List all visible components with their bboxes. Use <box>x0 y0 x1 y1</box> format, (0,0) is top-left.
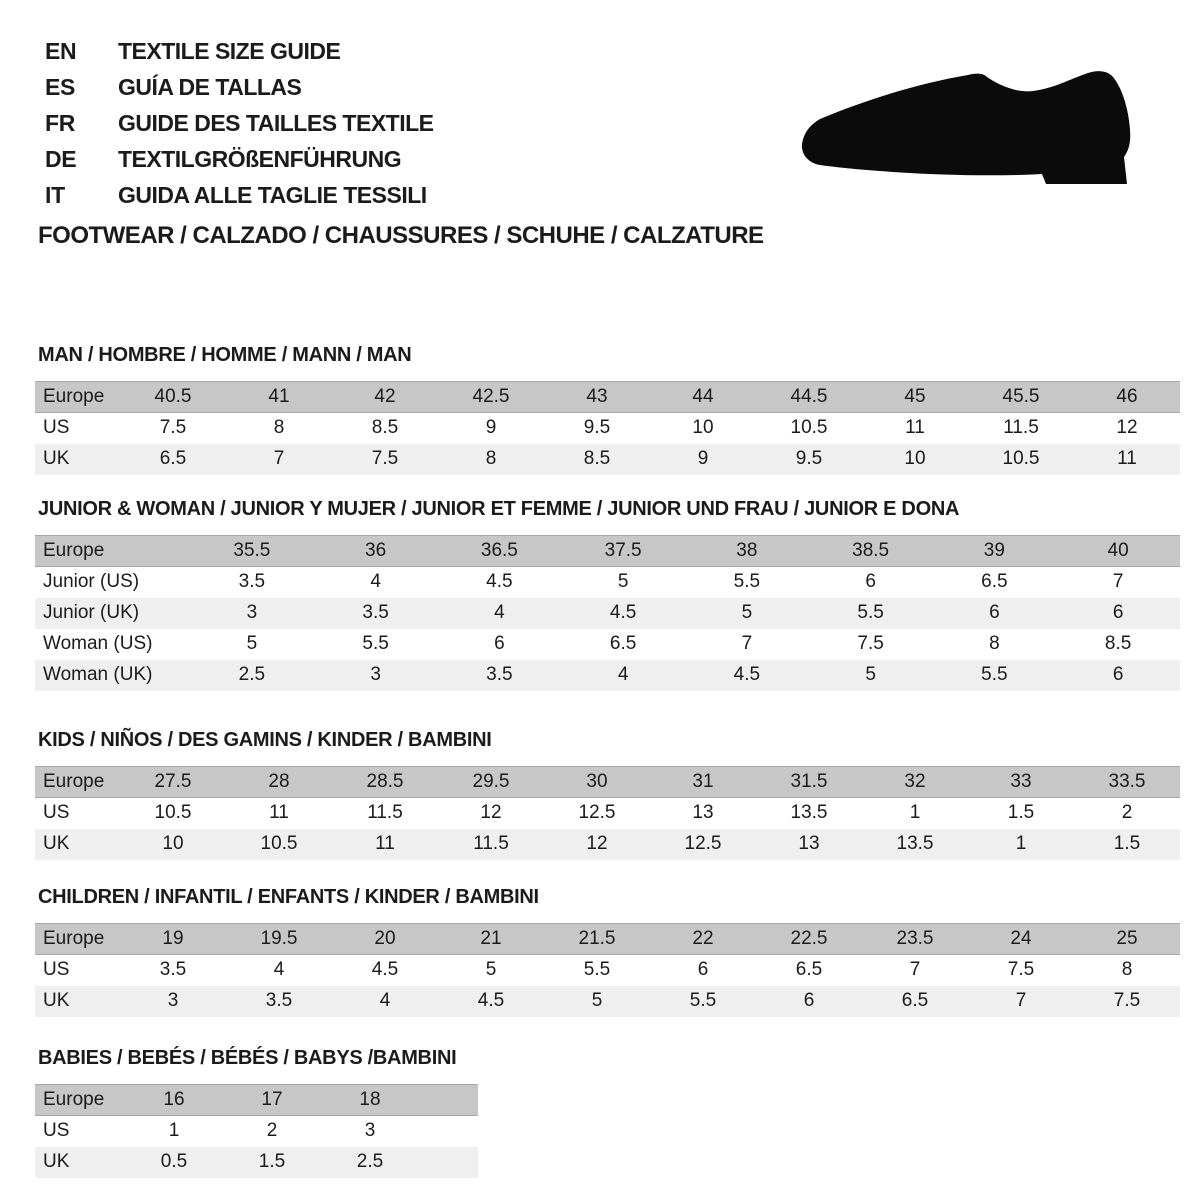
size-cell: 19 <box>162 928 184 949</box>
size-table-row <box>35 1147 478 1178</box>
size-cell: 6.5 <box>609 633 637 654</box>
table-title-kids: KIDS / NIÑOS / DES GAMINS / KINDER / BAMBINI <box>38 729 492 751</box>
row-label: Woman (UK) <box>43 664 153 685</box>
size-cell: 3 <box>167 990 179 1011</box>
size-cell: 20 <box>374 928 396 949</box>
filler-cell <box>419 1147 478 1178</box>
size-cell: 9 <box>697 448 709 469</box>
size-cell: 9.5 <box>795 448 823 469</box>
language-row-en <box>45 33 434 69</box>
size-table-row <box>35 660 1180 691</box>
size-cell: 41 <box>268 386 290 407</box>
size-cell: 2.5 <box>238 664 266 685</box>
size-cell: 7.5 <box>159 417 187 439</box>
size-cell: 6 <box>1112 602 1124 623</box>
size-cell: 6.5 <box>901 990 929 1011</box>
size-cell: 24 <box>1010 928 1032 949</box>
size-cell: 7 <box>741 633 753 654</box>
size-cell: 4.5 <box>733 664 761 685</box>
row-label: Europe <box>43 540 105 561</box>
size-table-header-row <box>35 536 1180 567</box>
size-cell: 8.5 <box>1104 633 1132 654</box>
size-cell: 7.5 <box>857 633 884 654</box>
size-cell: 13 <box>798 833 820 854</box>
size-cell: 35.5 <box>233 540 271 561</box>
size-cell: 4 <box>370 571 381 593</box>
size-cell: 1 <box>1015 833 1027 854</box>
size-cell: 13.5 <box>790 802 828 824</box>
size-cell: 33 <box>1010 771 1032 792</box>
size-cell: 7 <box>1015 990 1027 1011</box>
size-cell: 5.5 <box>733 571 761 593</box>
size-cell: 11 <box>269 802 289 824</box>
size-cell: 7.5 <box>371 448 399 469</box>
language-code: ES <box>45 73 76 100</box>
size-cell: 6 <box>697 959 709 981</box>
size-table-row <box>35 629 1180 660</box>
size-cell: 7 <box>273 448 285 469</box>
size-cell: 3.5 <box>238 571 266 593</box>
size-cell: 6 <box>865 571 876 593</box>
row-label: Europe <box>43 1089 105 1110</box>
size-cell: 5 <box>485 959 497 981</box>
size-cell: 44.5 <box>790 386 828 407</box>
size-table-row <box>35 1116 478 1147</box>
size-table-header-row <box>35 924 1180 955</box>
size-cell: 11.5 <box>473 833 509 854</box>
row-label: Europe <box>43 386 105 407</box>
size-cell: 7 <box>1112 571 1124 593</box>
size-cell: 22 <box>692 928 714 949</box>
size-cell: 22.5 <box>790 928 828 949</box>
size-cell: 10 <box>904 448 926 469</box>
language-title: TEXTILE SIZE GUIDE <box>118 37 341 64</box>
size-cell: 27.5 <box>154 771 192 792</box>
size-cell: 21.5 <box>578 928 616 949</box>
table-title-junior-woman: JUNIOR & WOMAN / JUNIOR Y MUJER / JUNIOR ET FEMME / JUNIOR UND FRAU / JUNIOR E DONA <box>38 498 960 520</box>
size-cell: 4 <box>494 602 505 623</box>
size-table-row <box>35 829 1180 860</box>
size-cell: 42.5 <box>472 386 510 407</box>
row-label: Europe <box>43 928 105 949</box>
size-cell: 38.5 <box>852 540 890 561</box>
size-cell: 4.5 <box>371 959 399 981</box>
size-cell: 1 <box>168 1120 180 1142</box>
size-cell: 31.5 <box>790 771 828 792</box>
size-cell: 28 <box>268 771 290 792</box>
size-cell: 8 <box>273 417 285 439</box>
size-table-section-babies <box>35 1046 478 1178</box>
row-label: US <box>43 1120 70 1142</box>
size-cell: 11.5 <box>1003 417 1039 439</box>
size-cell: 6.5 <box>981 571 1008 593</box>
size-cell: 1.5 <box>1113 833 1141 854</box>
size-cell: 5 <box>246 633 258 654</box>
size-cell: 1.5 <box>258 1151 286 1172</box>
size-cell: 6 <box>989 602 1000 623</box>
language-title: TEXTILGRÖßENFÜHRUNG <box>118 145 402 172</box>
size-table-header-row <box>35 382 1180 413</box>
size-cell: 11.5 <box>367 802 403 824</box>
size-cell: 28.5 <box>366 771 404 792</box>
language-row-es <box>45 69 434 105</box>
size-table-children <box>35 923 1180 1017</box>
size-table-section-man <box>35 343 1180 475</box>
row-label: UK <box>43 990 70 1011</box>
size-table-row <box>35 413 1180 444</box>
size-cell: 11 <box>1117 448 1137 469</box>
size-table-section-junior-woman <box>35 497 1180 691</box>
size-cell: 5.5 <box>689 990 717 1011</box>
size-cell: 10.5 <box>154 802 192 824</box>
size-table-row <box>35 955 1180 986</box>
language-code: FR <box>45 109 76 136</box>
size-cell: 7.5 <box>1007 959 1035 981</box>
size-cell: 7 <box>909 959 921 981</box>
size-cell: 10.5 <box>260 833 298 854</box>
row-label: US <box>43 417 70 439</box>
size-cell: 12.5 <box>684 833 722 854</box>
size-cell: 18 <box>359 1089 381 1110</box>
size-cell: 45.5 <box>1002 386 1040 407</box>
size-cell: 6 <box>1112 664 1124 685</box>
size-table-row <box>35 798 1180 829</box>
size-cell: 33.5 <box>1108 771 1146 792</box>
language-list <box>45 33 434 213</box>
size-table-man <box>35 381 1180 475</box>
row-label: Europe <box>43 771 105 792</box>
table-title-babies: BABIES / BEBÉS / BÉBÉS / BABYS /BAMBINI <box>38 1047 457 1069</box>
size-cell: 32 <box>904 771 926 792</box>
row-label: UK <box>43 833 70 854</box>
size-cell: 4.5 <box>486 571 513 593</box>
size-cell: 46 <box>1116 386 1138 407</box>
size-cell: 2 <box>266 1120 278 1142</box>
size-cell: 5 <box>741 602 753 623</box>
size-cell: 12.5 <box>578 802 616 824</box>
size-cell: 10.5 <box>1002 448 1040 469</box>
size-cell: 40 <box>1107 540 1129 561</box>
size-table-junior-woman <box>35 535 1180 691</box>
size-cell: 9.5 <box>583 417 611 439</box>
table-title-man: MAN / HOMBRE / HOMME / MANN / MAN <box>38 344 412 366</box>
size-cell: 0.5 <box>160 1151 188 1172</box>
size-cell: 13 <box>692 802 714 824</box>
size-cell: 29.5 <box>472 771 510 792</box>
language-code: EN <box>45 37 77 64</box>
size-table-header-row <box>35 767 1180 798</box>
size-cell: 8.5 <box>371 417 399 439</box>
size-cell: 6 <box>494 633 505 654</box>
size-table-kids <box>35 766 1180 860</box>
size-cell: 7.5 <box>1113 990 1141 1011</box>
size-cell: 39 <box>983 540 1005 561</box>
size-cell: 45 <box>904 386 926 407</box>
size-cell: 3.5 <box>486 664 513 685</box>
size-cell: 1 <box>909 802 921 824</box>
size-cell: 16 <box>163 1089 185 1110</box>
size-cell: 4.5 <box>477 990 505 1011</box>
size-cell: 5.5 <box>362 633 389 654</box>
size-table-row <box>35 444 1180 475</box>
size-cell: 30 <box>586 771 608 792</box>
language-title: GUÍA DE TALLAS <box>118 73 302 100</box>
size-cell: 36 <box>365 540 387 561</box>
size-cell: 3 <box>364 1120 376 1142</box>
size-cell: 40.5 <box>154 386 192 407</box>
size-cell: 5 <box>865 664 876 685</box>
size-table-header-row <box>35 1085 478 1116</box>
size-cell: 5.5 <box>857 602 884 623</box>
size-cell: 5 <box>591 990 603 1011</box>
size-table-row <box>35 598 1180 629</box>
size-cell: 11 <box>375 833 395 854</box>
size-cell: 21 <box>480 928 502 949</box>
size-table-section-children <box>35 885 1180 1017</box>
size-cell: 6.5 <box>795 959 823 981</box>
size-cell: 38 <box>736 540 758 561</box>
size-cell: 10 <box>692 417 714 439</box>
row-label: Woman (US) <box>43 633 153 654</box>
size-cell: 6.5 <box>159 448 187 469</box>
language-code: DE <box>45 145 77 172</box>
language-row-it <box>45 177 434 213</box>
size-cell: 9 <box>485 417 497 439</box>
dress-shoe-icon <box>800 70 1132 186</box>
size-cell: 5.5 <box>981 664 1008 685</box>
language-title: GUIDA ALLE TAGLIE TESSILI <box>118 181 427 208</box>
row-label: US <box>43 959 70 981</box>
language-row-fr <box>45 105 434 141</box>
size-cell: 10.5 <box>790 417 828 439</box>
size-table-babies <box>35 1084 478 1178</box>
size-cell: 10 <box>162 833 184 854</box>
filler-cell <box>419 1085 478 1116</box>
row-label: UK <box>43 448 70 469</box>
size-cell: 8.5 <box>583 448 611 469</box>
size-cell: 2.5 <box>356 1151 384 1172</box>
size-cell: 19.5 <box>260 928 298 949</box>
size-cell: 12 <box>586 833 608 854</box>
size-cell: 5 <box>617 571 629 593</box>
size-cell: 13.5 <box>896 833 934 854</box>
size-table-row <box>35 567 1180 598</box>
size-cell: 37.5 <box>604 540 642 561</box>
size-cell: 25 <box>1116 928 1138 949</box>
size-cell: 3.5 <box>362 602 389 623</box>
size-cell: 4 <box>617 664 629 685</box>
size-cell: 17 <box>261 1089 283 1110</box>
size-cell: 4 <box>379 990 391 1011</box>
category-heading: FOOTWEAR / CALZADO / CHAUSSURES / SCHUHE / CALZATURE <box>38 222 764 249</box>
size-cell: 8 <box>485 448 497 469</box>
size-cell: 12 <box>1116 417 1138 439</box>
language-row-de <box>45 141 434 177</box>
size-cell: 2 <box>1121 802 1133 824</box>
language-code: IT <box>45 181 65 208</box>
row-label: Junior (US) <box>43 571 140 593</box>
size-cell: 42 <box>374 386 396 407</box>
size-cell: 3 <box>370 664 381 685</box>
row-label: US <box>43 802 70 824</box>
size-cell: 11 <box>905 417 925 439</box>
size-cell: 23.5 <box>896 928 934 949</box>
size-cell: 6 <box>803 990 815 1011</box>
size-cell: 3 <box>246 602 258 623</box>
size-cell: 5.5 <box>583 959 611 981</box>
language-title: GUIDE DES TAILLES TEXTILE <box>118 109 434 136</box>
size-cell: 44 <box>692 386 714 407</box>
size-cell: 43 <box>586 386 608 407</box>
size-cell: 8 <box>989 633 1000 654</box>
row-label: UK <box>43 1151 70 1172</box>
size-table-section-kids <box>35 728 1180 860</box>
filler-cell <box>419 1116 478 1147</box>
size-cell: 12 <box>480 802 502 824</box>
size-cell: 31 <box>692 771 714 792</box>
size-cell: 4 <box>273 959 285 981</box>
row-label: Junior (UK) <box>43 602 140 623</box>
size-cell: 1.5 <box>1007 802 1035 824</box>
size-table-row <box>35 986 1180 1017</box>
size-cell: 4.5 <box>609 602 637 623</box>
size-cell: 3.5 <box>265 990 293 1011</box>
size-cell: 36.5 <box>480 540 518 561</box>
size-cell: 8 <box>1121 959 1133 981</box>
table-title-children: CHILDREN / INFANTIL / ENFANTS / KINDER / BAMBINI <box>38 886 539 908</box>
size-cell: 3.5 <box>159 959 187 981</box>
